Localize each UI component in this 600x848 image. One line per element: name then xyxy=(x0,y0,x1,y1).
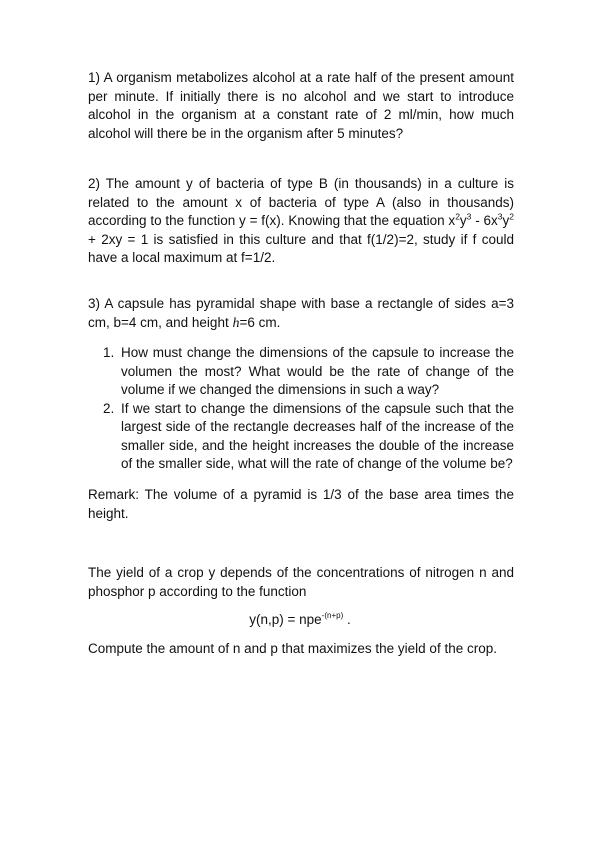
formula-tail: . xyxy=(343,612,351,627)
problem-2-text-b: y xyxy=(459,213,467,228)
problem-2-text-a: 2) The amount y of bacteria of type B (in thousands) in a culture is related to the amount x of bacteria of type A (also in thousands) according to the function y = f(x). Knowing that the equation x xyxy=(88,176,514,228)
problem-3-text-a: 3) A capsule has pyramidal shape with base a rectangle of sides a=3 cm, b=4 cm, and height xyxy=(88,296,514,330)
problem-1: 1) A organism metabolizes alcohol at a rate half of the present amount per minute. If initially there is no alcohol and we start to introduce alcohol in the organism at a constant rate of 2 ml/min, how much alcohol will there be in the organism after 5 minutes? xyxy=(88,70,514,141)
problem-2-text-d: y xyxy=(502,213,510,228)
list-item-number: 2. xyxy=(103,400,115,416)
problem-2-exp-4: 2 xyxy=(509,211,514,222)
yield-formula xyxy=(0,611,600,630)
problem-3 xyxy=(88,295,514,333)
formula-base: y(n,p) = npe xyxy=(249,612,322,627)
problem-2-text-c: - 6x xyxy=(471,213,498,228)
list-item xyxy=(103,400,514,474)
problem-5: Compute the amount of n and p that maximizes the yield of the crop. xyxy=(88,641,497,656)
list-item-text: How must change the dimensions of the capsule to increase the volumen the most? What would be the rate of change of the volume if we changed the dimensions in such a way? xyxy=(121,345,514,397)
problem-2-exp-1: 2 xyxy=(455,211,460,222)
formula-exponent: -(n+p) xyxy=(321,610,344,620)
problem-2-exp-3: 3 xyxy=(497,211,503,222)
problem-3-text-b: =6 cm. xyxy=(239,314,281,330)
height-symbol: h xyxy=(232,315,240,331)
problem-2-text-e: + 2xy = 1 is satisfied in this culture and that f(1/2)=2, study if f could have a local maximum at f=1/2. xyxy=(88,231,514,265)
problem-2-exp-2: 3 xyxy=(466,211,472,222)
problem-2 xyxy=(88,175,514,268)
list-item-text: If we start to change the dimensions of the capsule such that the largest side of the rectangle decreases half of the increase of the smaller side, and the height increases the double of the increase of the smaller side, what will the rate of change of the volume be? xyxy=(121,400,514,471)
problem-3-list xyxy=(103,344,514,474)
problem-4: The yield of a crop y depends of the concentrations of nitrogen n and phosphor p according to the function xyxy=(88,565,514,599)
list-item-number: 1. xyxy=(103,345,115,360)
remark: Remark: The volume of a pyramid is 1/3 of the base area times the height. xyxy=(88,487,514,521)
list-item xyxy=(103,344,514,400)
